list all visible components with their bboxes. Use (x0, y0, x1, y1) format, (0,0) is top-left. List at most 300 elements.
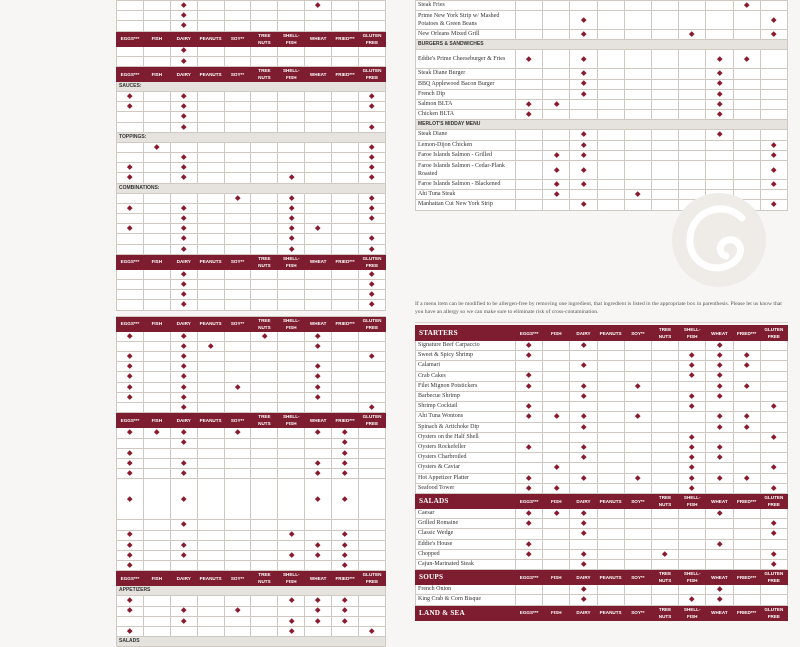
allergen-cell (305, 530, 332, 540)
allergen-cell (143, 458, 170, 468)
allergen-cell (733, 560, 760, 570)
allergen-cell (224, 540, 251, 550)
column-header: FRIED*** (733, 326, 760, 341)
allergen-diamond-icon (181, 291, 186, 296)
allergen-cell (251, 214, 278, 224)
allergen-table (415, 0, 788, 211)
allergen-cell (570, 140, 597, 150)
allergen-cell (624, 381, 651, 391)
allergen-cell (597, 110, 624, 120)
allergen-cell (117, 616, 144, 626)
allergen-cell (543, 100, 570, 110)
allergen-cell (543, 473, 570, 483)
allergen-diamond-icon (744, 414, 749, 419)
allergen-cell (706, 50, 733, 69)
allergen-cell (278, 112, 305, 122)
allergen-cell (651, 50, 678, 69)
column-header: SOY** (624, 570, 651, 585)
allergen-cell (543, 585, 570, 595)
allergen-cell (143, 300, 170, 310)
allergen-diamond-icon (181, 302, 186, 307)
menu-item-row (416, 110, 788, 120)
allergen-cell (278, 173, 305, 183)
allergen-diamond-icon (289, 628, 294, 633)
menu-item-row (416, 585, 788, 595)
allergen-cell (597, 341, 624, 351)
allergen-cell (624, 392, 651, 402)
allergen-cell (516, 150, 543, 160)
allergen-diamond-icon (127, 205, 132, 210)
allergen-cell (359, 458, 386, 468)
menu-item-name: Seafood Tower (416, 483, 516, 493)
allergen-cell (624, 50, 651, 69)
allergen-cell (305, 382, 332, 392)
allergen-diamond-icon (771, 434, 776, 439)
section-header (416, 494, 788, 509)
allergen-cell (170, 1, 197, 11)
column-header: EGGS*** (117, 316, 144, 331)
allergen-cell (679, 549, 706, 559)
allergen-cell (516, 463, 543, 473)
allergen-diamond-icon (771, 142, 776, 147)
allergen-cell (624, 473, 651, 483)
menu-item-row (117, 280, 386, 290)
allergen-diamond-icon (717, 373, 722, 378)
allergen-cell (117, 300, 144, 310)
allergen-cell (278, 520, 305, 530)
allergen-diamond-icon (581, 475, 586, 480)
allergen-cell (706, 463, 733, 473)
allergen-cell (760, 130, 787, 140)
allergen-diamond-icon (127, 394, 132, 399)
allergen-cell (224, 102, 251, 112)
menu-item-row (416, 392, 788, 402)
allergen-cell (679, 473, 706, 483)
allergen-cell (651, 539, 678, 549)
allergen-cell (543, 463, 570, 473)
allergen-cell (278, 102, 305, 112)
menu-item-row (416, 1, 788, 11)
allergen-diamond-icon (316, 470, 321, 475)
allergen-cell (624, 519, 651, 529)
allergen-cell (305, 596, 332, 606)
allergen-diamond-icon (181, 363, 186, 368)
allergen-cell (651, 529, 678, 539)
allergen-cell (305, 1, 332, 11)
allergen-cell (706, 361, 733, 371)
menu-item-row (117, 153, 386, 163)
allergen-diamond-icon (663, 551, 668, 556)
allergen-cell (516, 1, 543, 11)
column-header: PEANUTS (197, 413, 224, 428)
allergen-diamond-icon (581, 81, 586, 86)
allergen-cell (679, 432, 706, 442)
allergen-cell (170, 92, 197, 102)
allergen-cell (543, 50, 570, 69)
allergen-diamond-icon (717, 71, 722, 76)
allergen-cell (679, 560, 706, 570)
allergen-cell (733, 539, 760, 549)
allergen-diamond-icon (289, 246, 294, 251)
column-header: WHEAT (305, 31, 332, 46)
allergen-cell (170, 428, 197, 438)
allergen-cell (332, 530, 359, 540)
allergen-cell (543, 150, 570, 160)
section-title: LAND & SEA (416, 605, 516, 620)
allergen-cell (143, 112, 170, 122)
allergen-cell (197, 550, 224, 560)
allergen-cell (516, 519, 543, 529)
allergen-diamond-icon (370, 124, 375, 129)
subsection-header (117, 82, 386, 92)
allergen-cell (516, 100, 543, 110)
allergen-diamond-icon (316, 429, 321, 434)
allergen-cell (706, 560, 733, 570)
allergen-diamond-icon (581, 561, 586, 566)
allergen-cell (733, 361, 760, 371)
allergen-cell (651, 11, 678, 30)
allergen-cell (733, 473, 760, 483)
allergen-diamond-icon (554, 181, 559, 186)
allergen-cell (679, 30, 706, 40)
allergen-cell (679, 422, 706, 432)
allergen-cell (332, 203, 359, 213)
menu-item-row (117, 458, 386, 468)
allergen-cell (305, 234, 332, 244)
allergen-cell (305, 280, 332, 290)
allergen-cell (359, 596, 386, 606)
menu-item-row (117, 193, 386, 203)
allergen-cell (197, 224, 224, 234)
column-header: PEANUTS (597, 326, 624, 341)
allergen-cell (679, 150, 706, 160)
allergen-cell (706, 140, 733, 150)
allergen-cell (224, 112, 251, 122)
allergen-cell (706, 595, 733, 605)
subsection-title: MERLOT'S MIDDAY MENU (416, 120, 788, 130)
allergen-cell (359, 331, 386, 341)
allergen-cell (624, 1, 651, 11)
allergen-cell (278, 21, 305, 31)
allergen-cell (516, 381, 543, 391)
allergen-cell (597, 371, 624, 381)
allergen-diamond-icon (554, 191, 559, 196)
allergen-cell (332, 142, 359, 152)
allergen-diamond-icon (370, 154, 375, 159)
allergen-cell (760, 341, 787, 351)
allergen-cell (251, 352, 278, 362)
allergen-cell (143, 214, 170, 224)
column-header: PEANUTS (197, 31, 224, 46)
allergen-cell (679, 595, 706, 605)
allergen-diamond-icon (717, 510, 722, 515)
allergen-cell (197, 428, 224, 438)
allergen-cell (359, 352, 386, 362)
column-header: TREE NUTS (251, 413, 278, 428)
allergen-cell (570, 79, 597, 89)
allergen-cell (251, 122, 278, 132)
allergen-cell (332, 280, 359, 290)
menu-item-row (416, 371, 788, 381)
allergen-diamond-icon (581, 132, 586, 137)
allergen-diamond-icon (717, 132, 722, 137)
allergen-cell (332, 46, 359, 56)
column-header: DAIRY (170, 254, 197, 269)
allergen-cell (359, 122, 386, 132)
allergen-cell (143, 606, 170, 616)
allergen-cell (305, 438, 332, 448)
allergen-diamond-icon (181, 542, 186, 547)
allergen-cell (224, 193, 251, 203)
allergen-diamond-icon (181, 103, 186, 108)
allergen-cell (224, 520, 251, 530)
menu-item-row (416, 140, 788, 150)
allergen-diamond-icon (554, 485, 559, 490)
menu-item-name: French Onion (416, 585, 516, 595)
allergen-cell (305, 112, 332, 122)
allergen-cell (305, 606, 332, 616)
allergen-diamond-icon (370, 236, 375, 241)
column-header: EGGS*** (117, 571, 144, 586)
allergen-diamond-icon (690, 485, 695, 490)
allergen-cell (143, 616, 170, 626)
allergen-cell (706, 539, 733, 549)
allergen-cell (143, 372, 170, 382)
subsection-header (117, 183, 386, 193)
allergen-cell (543, 483, 570, 493)
allergen-cell (278, 392, 305, 402)
allergen-cell (170, 606, 197, 616)
allergen-diamond-icon (744, 352, 749, 357)
menu-item-name: Chicken BLTA (416, 110, 516, 120)
allergen-cell (170, 153, 197, 163)
allergen-cell (624, 509, 651, 519)
allergen-diamond-icon (690, 465, 695, 470)
allergen-cell (170, 244, 197, 254)
allergen-cell (543, 180, 570, 190)
allergen-cell (624, 140, 651, 150)
allergen-cell (332, 372, 359, 382)
allergen-cell (624, 432, 651, 442)
allergen-cell (117, 362, 144, 372)
menu-item-row (117, 203, 386, 213)
allergen-diamond-icon (744, 424, 749, 429)
allergen-diamond-icon (343, 450, 348, 455)
column-header: PEANUTS (197, 316, 224, 331)
column-header: EGGS*** (117, 413, 144, 428)
allergen-cell (332, 269, 359, 279)
allergen-cell (117, 193, 144, 203)
allergen-diamond-icon (262, 333, 267, 338)
allergen-table-left (116, 0, 386, 647)
column-header: SHELL-FISH (278, 316, 305, 331)
allergen-diamond-icon (181, 404, 186, 409)
allergen-cell (278, 203, 305, 213)
allergen-cell (651, 483, 678, 493)
menu-item-row (117, 102, 386, 112)
allergen-cell (278, 244, 305, 254)
allergen-cell (143, 122, 170, 132)
menu-item-row (117, 300, 386, 310)
allergen-cell (543, 381, 570, 391)
allergen-cell (251, 173, 278, 183)
allergen-diamond-icon (181, 246, 186, 251)
allergen-cell (516, 529, 543, 539)
allergen-cell (359, 469, 386, 479)
allergen-cell (706, 110, 733, 120)
allergen-diamond-icon (154, 144, 159, 149)
allergen-cell (543, 69, 570, 79)
column-header: TREE NUTS (251, 31, 278, 46)
column-header: TREE NUTS (251, 254, 278, 269)
logo-watermark-icon (664, 190, 774, 290)
allergen-diamond-icon (127, 542, 132, 547)
allergen-cell (359, 193, 386, 203)
menu-item-row (416, 432, 788, 442)
allergen-cell (570, 595, 597, 605)
allergen-cell (117, 46, 144, 56)
allergen-cell (359, 224, 386, 234)
allergen-diamond-icon (316, 343, 321, 348)
allergen-cell (624, 539, 651, 549)
menu-item-row (416, 79, 788, 89)
allergen-cell (733, 69, 760, 79)
allergen-cell (516, 161, 543, 180)
allergen-cell (197, 290, 224, 300)
allergen-diamond-icon (690, 363, 695, 368)
allergen-diamond-icon (370, 353, 375, 358)
allergen-cell (651, 560, 678, 570)
menu-item-name: Oysters on the Half Shell (416, 432, 516, 442)
menu-item-name: Signature Beef Carpaccio (416, 341, 516, 351)
allergen-cell (597, 402, 624, 412)
allergen-cell (278, 153, 305, 163)
allergen-cell (117, 269, 144, 279)
allergen-cell (143, 46, 170, 56)
allergen-cell (251, 269, 278, 279)
menu-item-row (117, 382, 386, 392)
allergen-cell (543, 509, 570, 519)
column-header: PEANUTS (197, 67, 224, 82)
allergen-diamond-icon (744, 475, 749, 480)
allergen-cell (733, 341, 760, 351)
allergen-cell (359, 626, 386, 636)
allergen-cell (516, 30, 543, 40)
allergen-cell (170, 438, 197, 448)
allergen-cell (543, 595, 570, 605)
column-header: GLUTEN FREE (359, 31, 386, 46)
allergen-diamond-icon (554, 414, 559, 419)
allergen-cell (760, 443, 787, 453)
allergen-cell (516, 110, 543, 120)
allergen-cell (224, 626, 251, 636)
allergen-cell (359, 244, 386, 254)
allergen-diamond-icon (581, 71, 586, 76)
allergen-cell (651, 585, 678, 595)
allergen-cell (597, 392, 624, 402)
allergen-cell (197, 280, 224, 290)
allergen-cell (332, 596, 359, 606)
allergen-cell (733, 381, 760, 391)
allergen-cell (733, 549, 760, 559)
allergen-cell (570, 69, 597, 79)
allergen-cell (332, 362, 359, 372)
allergen-cell (543, 432, 570, 442)
allergen-cell (224, 606, 251, 616)
allergen-cell (278, 382, 305, 392)
allergen-cell (197, 448, 224, 458)
allergen-cell (733, 453, 760, 463)
column-header: SHELL-FISH (278, 67, 305, 82)
allergen-cell (624, 361, 651, 371)
allergen-cell (543, 412, 570, 422)
allergen-cell (597, 412, 624, 422)
allergen-diamond-icon (581, 424, 586, 429)
allergen-cell (278, 352, 305, 362)
allergen-cell (305, 616, 332, 626)
allergen-cell (706, 180, 733, 190)
allergen-cell (760, 560, 787, 570)
allergen-cell (117, 596, 144, 606)
allergen-diamond-icon (581, 531, 586, 536)
subsection-header (416, 120, 788, 130)
allergen-cell (706, 100, 733, 110)
allergen-cell (570, 381, 597, 391)
allergen-diamond-icon (181, 608, 186, 613)
menu-item-row (117, 234, 386, 244)
allergen-diamond-icon (181, 124, 186, 129)
column-header: DAIRY (570, 605, 597, 620)
allergen-cell (251, 112, 278, 122)
allergen-cell (624, 402, 651, 412)
allergen-diamond-icon (717, 414, 722, 419)
allergen-cell (359, 520, 386, 530)
column-header: EGGS*** (516, 326, 543, 341)
allergen-cell (624, 453, 651, 463)
allergen-cell (597, 89, 624, 99)
allergen-diamond-icon (181, 552, 186, 557)
allergen-cell (706, 412, 733, 422)
menu-item-name: Chopped (416, 549, 516, 559)
allergen-cell (679, 69, 706, 79)
allergen-cell (543, 560, 570, 570)
allergen-cell (143, 234, 170, 244)
allergen-diamond-icon (127, 175, 132, 180)
column-header: GLUTEN FREE (760, 605, 787, 620)
column-header: GLUTEN FREE (359, 413, 386, 428)
allergen-diamond-icon (235, 195, 240, 200)
menu-item-row (416, 483, 788, 493)
allergen-cell (117, 530, 144, 540)
allergen-diamond-icon (289, 215, 294, 220)
allergen-cell (197, 438, 224, 448)
allergen-diamond-icon (181, 384, 186, 389)
column-header: FRIED*** (332, 31, 359, 46)
allergen-cell (733, 1, 760, 11)
allergen-cell (706, 130, 733, 140)
allergen-cell (760, 11, 787, 30)
allergen-cell (733, 519, 760, 529)
allergen-diamond-icon (717, 363, 722, 368)
allergen-cell (332, 606, 359, 616)
allergen-cell (224, 203, 251, 213)
allergen-cell (679, 130, 706, 140)
allergen-cell (733, 89, 760, 99)
allergen-cell (278, 46, 305, 56)
allergen-diamond-icon (771, 181, 776, 186)
allergen-cell (760, 180, 787, 190)
allergen-cell (143, 203, 170, 213)
